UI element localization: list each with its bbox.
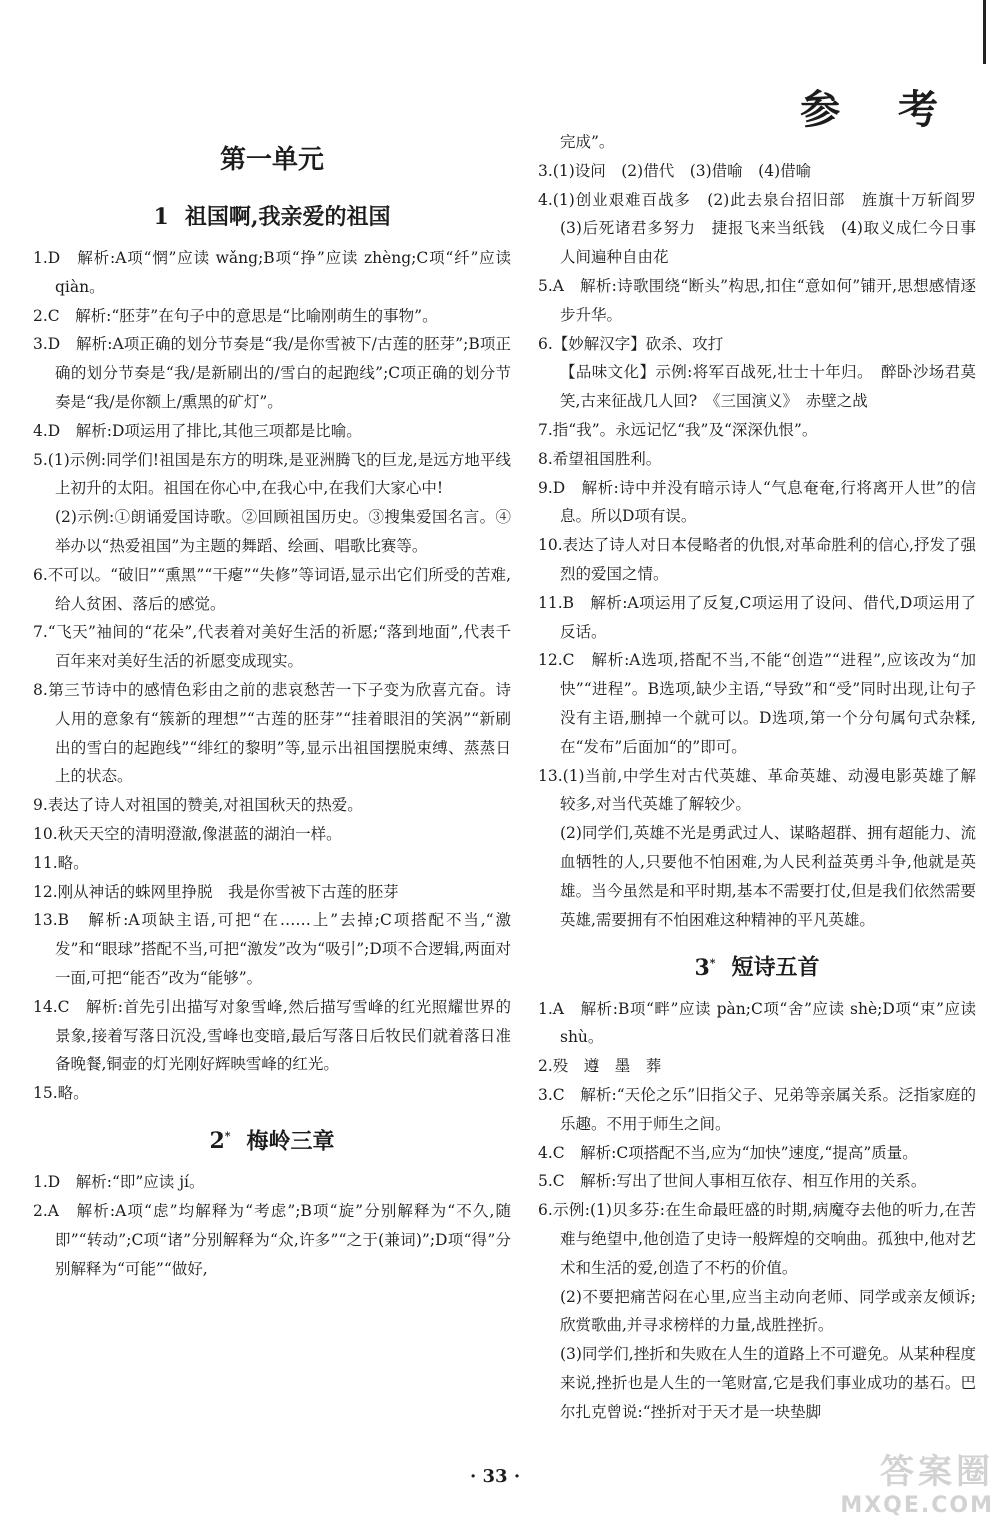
right-column	[538, 128, 992, 1427]
answer-item: 2.A 解析:A项“虑”均解释为“考虑”;B项“旋”分别解释为“不久,随即”“转动”;C项“诸”分别解释为“众,许多”“之于(兼词)”;D项“得”分别解释为“可能”“做好,	[33, 1202, 511, 1278]
answer-item: 1.D 解析:“即”应读 jí。	[33, 1173, 205, 1192]
answer-subpart: (2)不要把痛苦闷在心里,应当主动向老师、同学或亲友倾诉;欣赏歌曲,并寻求榜样的力量,战胜挫折。	[560, 1287, 976, 1335]
watermark-text: 答案圈	[880, 1452, 994, 1492]
lesson-number: 2*	[209, 1128, 231, 1155]
lesson-title	[33, 1120, 511, 1158]
answer-item: 2.C 解析:“胚芽”在句子中的意思是“比喻刚萌生的事物”。	[33, 306, 438, 325]
answer-item: 7.“飞天”袖间的“花朵”,代表着对美好生活的祈愿;“落到地面”,代表千百年来对美好生活的祈愿变成现实。	[33, 623, 511, 671]
answer-item: 4.(1)创业艰难百战多 (2)此去泉台招旧部 旌旗十万斩阎罗 (3)后死诸君多努力 捷报飞来当纸钱 (4)取义成仁今日事 人间遍种自由花	[538, 190, 992, 267]
lesson-title	[538, 946, 976, 984]
answer-item: 3.C 解析:“天伦之乐”旧指父子、兄弟等亲属关系。泛指家庭的乐趣。不用于师生之间。	[538, 1086, 976, 1133]
answer-item: 3.D 解析:A项正确的划分节奏是“我/是你雪被下/古莲的胚芽”;B项正确的划分节奏是“我/是新刷出的/雪白的起跑线”;C项正确的划分节奏是“我/是你额上/熏黑的矿灯”。	[33, 335, 511, 411]
answer-item: 3.(1)设问 (2)借代 (3)借喻 (4)借喻	[538, 161, 812, 180]
unit-title: 第一单元	[219, 145, 324, 175]
answer-subpart: (2)同学们,英雄不光是勇武过人、谋略超群、拥有超能力、流血牺牲的人,只要他不怕困难,为人民利益英勇斗争,他就是英雄。当今虽然是和平时期,基本不需要打仗,但是我们依然需要英雄,需要拥有不怕困难这种精神的平凡英雄。	[560, 824, 976, 929]
answer-item: 10.秋天天空的清明澄澈,像湛蓝的湖泊一样。	[33, 824, 342, 843]
page-header-title: 参 考	[800, 86, 960, 133]
answer-item: 11.略。	[33, 853, 89, 872]
answer-item: 12.刚从神话的蛛网里挣脱 我是你雪被下古莲的胚芽	[33, 882, 399, 901]
answer-item: 10.表达了诗人对日本侵略者的仇恨,对革命胜利的信心,抒发了强烈的爱国之情。	[538, 536, 976, 583]
answer-item: 9.表达了诗人对祖国的赞美,对祖国秋天的热爱。	[33, 796, 363, 815]
answer-item: 14.C 解析:首先引出描写对象雪峰,然后描写雪峰的红光照耀世界的景象,接着写落日沉没,雪峰也变暗,最后写落日后牧民们就着落日准备晚餐,铜壶的灯光刚好辉映雪峰的红光。	[33, 997, 511, 1074]
answer-continuation: 完成”。	[560, 133, 615, 151]
answer-item: 6.不可以。“破旧”“熏黑”“干瘪”“失修”等词语,显示出它们所受的苦难,给人贫困、落后的感觉。	[33, 565, 511, 613]
answer-item: 5.C 解析:写出了世间人事相互依存、相互作用的关系。	[538, 1172, 927, 1191]
optional-mark: *	[224, 1129, 231, 1143]
lesson-number: 3*	[694, 954, 716, 981]
lesson-name: 梅岭三章	[246, 1128, 335, 1155]
answer-item: 8.希望祖国胜利。	[538, 449, 662, 468]
lesson-name: 短诗五首	[731, 954, 820, 981]
answer-subpart: 【品味文化】示例:将军百战死,壮士十年归。 醉卧沙场君莫笑,古来征战几人回? 《三国演义》 赤壁之战	[560, 363, 976, 411]
answer-item: 1.A 解析:B项“畔”应读 pàn;C项“舍”应读 shè;D项“束”应读 shù。	[538, 999, 976, 1047]
answer-subpart: (3)同学们,挫折和失败在人生的道路上不可避免。从某种程度来说,挫折也是人生的一笔财富,它是我们事业成功的基石。巴尔扎克曾说:“挫折对于天才是一块垫脚	[560, 1345, 976, 1421]
answer-item: 8.第三节诗中的感情色彩由之前的悲哀愁苦一下子变为欣喜亢奋。诗人用的意象有“簇新的理想”“古莲的胚芽”“挂着眼泪的笑涡”“新刷出的雪白的起跑线”“绯红的黎明”等,显示出祖国摆脱束缚、蒸蒸日上的状态。	[33, 680, 511, 786]
lesson-title	[33, 200, 511, 234]
page-number: · 33 ·	[470, 1466, 521, 1487]
watermark-url: MXQE.COM	[840, 1493, 994, 1518]
answer-item: 11.B 解析:A项运用了反复,C项运用了设问、借代,D项运用了反话。	[538, 593, 976, 641]
corner-rule	[983, 0, 986, 64]
answer-item: 4.C 解析:C项搭配不当,应为“加快”速度,“提高”质量。	[538, 1143, 918, 1162]
answer-subpart: (2)示例:①朗诵爱国诗歌。②回顾祖国历史。③搜集爱国名言。④举办以“热爱祖国”为主题的舞蹈、绘画、唱歌比赛等。	[55, 508, 511, 555]
answer-item: 15.略。	[33, 1084, 89, 1103]
answer-item: 9.D 解析:诗中并没有暗示诗人“气息奄奄,行将离开人世”的信息。所以D项有误。	[538, 478, 976, 526]
answer-item: 12.C 解析:A选项,搭配不当,不能“创造”“进程”,应该改为“加快”“进程”。B选项,缺少主语,“导致”和“受”同时出现,让句子没有主语,删掉一个就可以。D选项,第一个分句属句式杂糅,在“发布”后面加“的”即可。	[538, 651, 976, 756]
lesson-name: 祖国啊,我亲爱的祖国	[184, 204, 391, 230]
left-column	[33, 140, 511, 1283]
answer-item: 7.指“我”。永远记忆“我”及“深深仇恨”。	[538, 420, 818, 439]
answer-item: 4.D 解析:D项运用了排比,其他三项都是比喻。	[33, 421, 362, 440]
answer-item: 13.(1)当前,中学生对古代英雄、革命英雄、动漫电影英雄了解较多,对当代英雄了解较少。	[538, 766, 976, 814]
answer-item: 2.殁 遵 墨 葬	[538, 1057, 662, 1076]
lesson-number: 1	[153, 204, 169, 230]
answer-item: 6.【妙解汉字】砍杀、攻打	[538, 334, 724, 353]
watermark-logo	[824, 1451, 994, 1525]
optional-mark: *	[709, 956, 716, 970]
answer-item: 1.D 解析:A项“惘”应读 wǎng;B项“挣”应读 zhèng;C项“纤”应读 qiàn。	[33, 249, 511, 296]
answer-item: 5.A 解析:诗歌围绕“断头”构思,扣住“意如何”铺开,思想感情逐步升华。	[538, 276, 976, 324]
answer-item: 13.B 解析:A项缺主语,可把“在……上”去掉;C项搭配不当,“激发”和“眼球”搭配不当,可把“激发”改为“吸引”;D项不合逻辑,两面对一面,可把“能否”改为“能够”。	[33, 911, 511, 987]
answer-item: 6.示例:(1)贝多芬:在生命最旺盛的时期,病魔夺去他的听力,在苦难与绝望中,他创造了史诗一般辉煌的交响曲。孤独中,他对艺术和生活的爱,创造了不朽的价值。	[538, 1201, 976, 1277]
answer-item: 5.(1)示例:同学们!祖国是东方的明珠,是亚洲腾飞的巨龙,是远方地平线上初升的太阳。祖国在你心中,在我心中,在我们大家心中!	[33, 450, 511, 498]
